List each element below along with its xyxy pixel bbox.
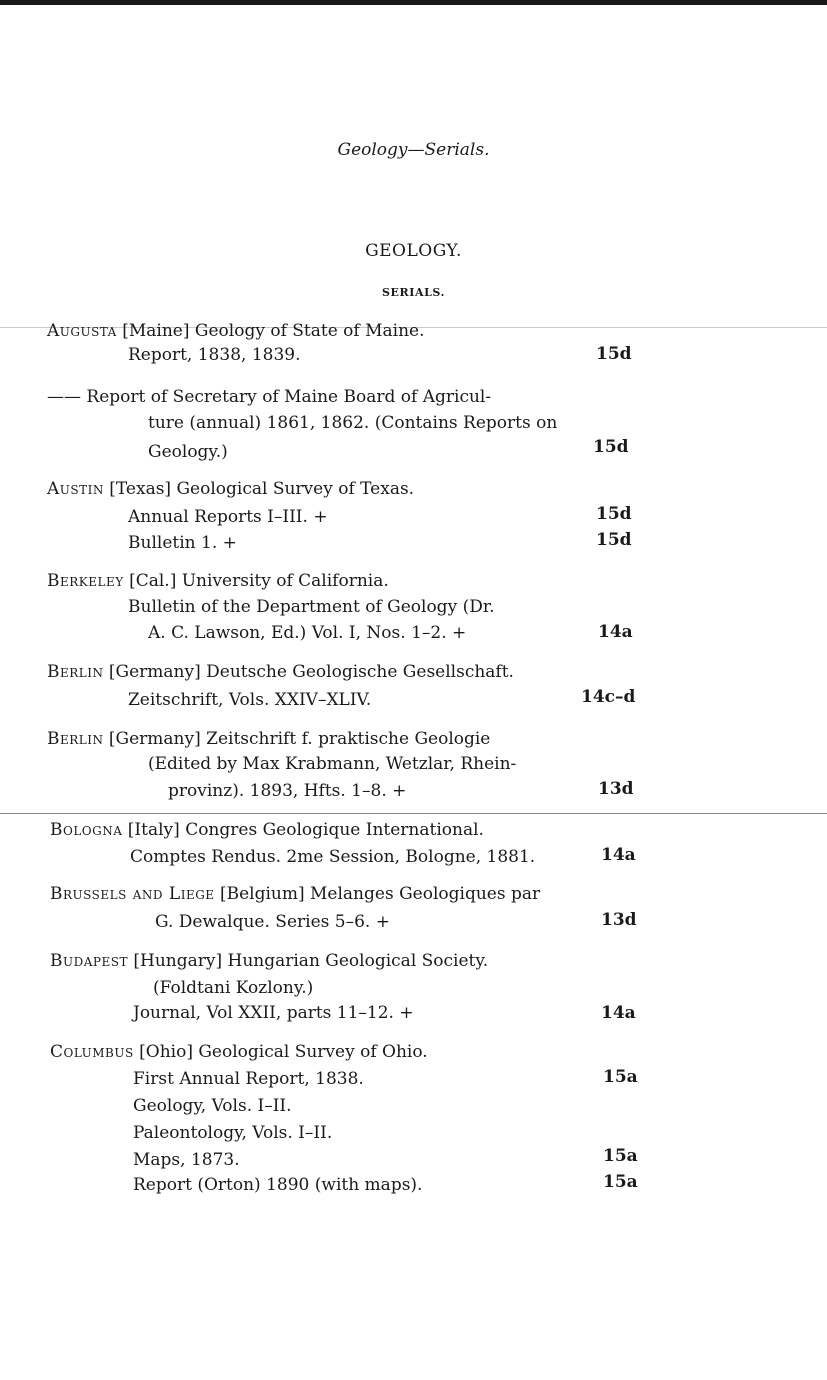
shelf-mark: 14a <box>601 1003 636 1023</box>
entry-heading <box>47 728 490 750</box>
entry-place: Berlin <box>47 729 104 749</box>
shelf-mark: 13d <box>601 910 637 930</box>
entry-place: Columbus <box>50 1042 134 1062</box>
shelf-mark: 14c–d <box>581 687 636 707</box>
entry-heading <box>47 478 414 500</box>
entry-line: Maps, 1873. <box>133 1150 240 1170</box>
entry-line: Annual Reports I–III. + <box>128 507 328 527</box>
entry-heading <box>50 950 488 972</box>
entry-line: A. C. Lawson, Ed.) Vol. I, Nos. 1–2. + <box>148 623 467 643</box>
entry-line: Zeitschrift, Vols. XXIV–XLIV. <box>128 690 372 710</box>
entry-line: Report (Orton) 1890 (with maps). <box>133 1175 423 1195</box>
entry-line: Geology.) <box>148 442 228 462</box>
entry-line: Report, 1838, 1839. <box>128 345 301 365</box>
entry-heading <box>47 661 514 683</box>
entry-line: —— Report of Secretary of Maine Board of Agricul- <box>47 387 492 407</box>
entry-line: [Italy] Congres Geologique International. <box>127 820 484 840</box>
entry-line: [Belgium] Melanges Geologiques par <box>219 884 541 904</box>
running-head: Geology—Serials. <box>337 140 490 160</box>
entry-place: Berkeley <box>47 571 124 591</box>
entry-heading <box>50 819 484 841</box>
entry-line: Paleontology, Vols. I–II. <box>133 1123 333 1143</box>
entry-line: [Germany] Zeitschrift f. praktische Geologie <box>108 729 491 749</box>
entry-heading <box>50 883 540 905</box>
page-title: GEOLOGY. <box>365 241 462 261</box>
entry-line: Journal, Vol XXII, parts 11–12. + <box>133 1003 414 1023</box>
entry-place: Augusta <box>47 321 117 341</box>
shelf-mark: 15a <box>603 1146 638 1166</box>
entry-place: Austin <box>47 479 104 499</box>
entry-line: [Germany] Deutsche Geologische Gesellschaft. <box>108 662 514 682</box>
shelf-mark: 15a <box>603 1172 638 1192</box>
entry-place: Brussels and Liege <box>50 884 215 904</box>
shelf-mark: 15a <box>603 1067 638 1087</box>
shelf-mark: 13d <box>598 779 634 799</box>
entry-line: G. Dewalque. Series 5–6. + <box>155 912 390 932</box>
entry-heading <box>47 320 425 342</box>
fold-line <box>0 813 827 814</box>
shelf-mark: 14a <box>601 845 636 865</box>
entry-place: Budapest <box>50 951 128 971</box>
shelf-mark: 15d <box>596 344 632 364</box>
entry-line: First Annual Report, 1838. <box>133 1069 364 1089</box>
shelf-mark: 15d <box>596 530 632 550</box>
entry-line: provinz). 1893, Hfts. 1–8. + <box>168 781 407 801</box>
entry-line: [Cal.] University of California. <box>129 571 389 591</box>
entry-line: [Ohio] Geological Survey of Ohio. <box>139 1042 428 1062</box>
entry-line: (Edited by Max Krabmann, Wetzlar, Rhein- <box>148 754 517 774</box>
shelf-mark: 15d <box>593 437 629 457</box>
entry-line: (Foldtani Kozlony.) <box>153 978 314 998</box>
entry-place: Bologna <box>50 820 123 840</box>
entry-line: [Maine] Geology of State of Maine. <box>122 321 425 341</box>
entry-line: ture (annual) 1861, 1862. (Contains Reports on <box>148 413 558 433</box>
entry-line: [Texas] Geological Survey of Texas. <box>109 479 415 499</box>
entry-heading <box>47 570 389 592</box>
entry-line: Comptes Rendus. 2me Session, Bologne, 1881. <box>130 847 536 867</box>
entry-heading <box>50 1041 428 1063</box>
entry-line: Geology, Vols. I–II. <box>133 1096 292 1116</box>
entry-line: Bulletin 1. + <box>128 533 237 553</box>
shelf-mark: 15d <box>596 504 632 524</box>
shelf-mark: 14a <box>598 622 633 642</box>
section-title: SERIALS. <box>381 286 446 299</box>
entry-line: Bulletin of the Department of Geology (Dr. <box>128 597 495 617</box>
entry-line: [Hungary] Hungarian Geological Society. <box>133 951 489 971</box>
page-top-edge <box>0 0 827 5</box>
entry-place: Berlin <box>47 662 104 682</box>
